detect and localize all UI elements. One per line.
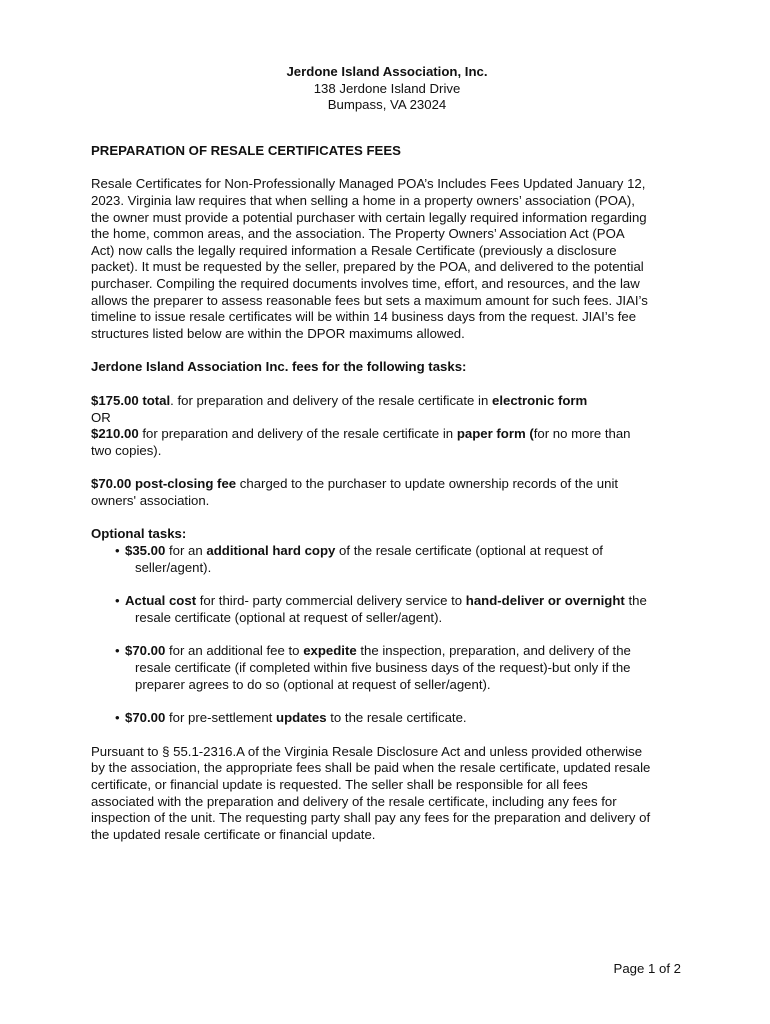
or-label: OR	[91, 409, 111, 425]
pursuant-line: the updated resale certificate or financial update.	[91, 826, 376, 842]
item-text: to the resale certificate.	[326, 710, 467, 726]
item-line: preparer agrees to do so (optional at request of seller/agent).	[135, 676, 491, 692]
fee-electronic-text: . for preparation and delivery of the resale certificate in	[170, 392, 492, 408]
page-number: Page 1 of 2	[613, 961, 681, 976]
item-amount: $35.00	[125, 543, 166, 559]
bullet-icon: •	[115, 543, 120, 559]
post-closing-fee	[91, 476, 683, 509]
document-title: PREPARATION OF RESALE CERTIFICATES FEES	[91, 142, 401, 158]
pursuant-line: Pursuant to § 55.1-2316.A of the Virginia Resale Disclosure Act and unless provided otherwise	[91, 743, 643, 759]
intro-line: allows the preparer to assess reasonable fees but sets a maximum amount for such fees. JIAI’s	[91, 292, 648, 308]
list-item	[91, 643, 683, 693]
item-amount: $70.00	[125, 643, 166, 659]
list-item	[91, 593, 683, 626]
intro-line: 2023. Virginia law requires that when selling a home in a property owners’ association (POA),	[91, 192, 635, 208]
base-fees	[91, 393, 683, 459]
item-text: for an	[165, 543, 207, 559]
optional-tasks-label: Optional tasks:	[91, 526, 187, 542]
document-page	[91, 64, 683, 860]
fee-paper-emphasis: paper form (	[456, 426, 534, 442]
fee-paper-line2: two copies).	[91, 442, 162, 458]
intro-line: the owner must provide a potential purchaser with certain legally required information regarding	[91, 209, 647, 225]
intro-line: Act) now calls the legally required information a Resale Certificate (previously a disclosure	[91, 242, 617, 258]
item-line: resale certificate (optional at request of seller/agent).	[135, 609, 443, 625]
address-line-1: 138 Jerdone Island Drive	[313, 80, 461, 96]
item-text: of the resale certificate (optional at request of	[335, 543, 603, 559]
item-amount: Actual cost	[125, 593, 197, 609]
item-line: seller/agent).	[135, 559, 212, 575]
item-text: for third- party commercial delivery service to	[196, 593, 466, 609]
fee-paper-amount: $210.00	[91, 426, 139, 442]
intro-line: Resale Certificates for Non-Professionally Managed POA’s Includes Fees Updated January 12,	[91, 176, 646, 192]
item-text: the inspection, preparation, and delivery of the	[356, 643, 631, 659]
intro-line: structures listed below are within the DPOR maximums allowed.	[91, 325, 465, 341]
post-closing-line2: owners' association.	[91, 492, 210, 508]
item-line: resale certificate (if completed within five business days of the request)-but only if the	[135, 660, 631, 676]
bullet-icon: •	[115, 643, 120, 659]
post-closing-text: charged to the purchaser to update ownership records of the unit	[236, 476, 619, 492]
item-amount: $70.00	[125, 710, 166, 726]
item-text: for an additional fee to	[165, 643, 304, 659]
post-closing-amount: $70.00 post-closing fee	[91, 476, 237, 492]
pursuant-paragraph	[91, 744, 683, 844]
pursuant-line: certificate, or financial update is requested. The seller shall be responsible for all fees	[91, 777, 588, 792]
item-emphasis: updates	[276, 710, 327, 726]
pursuant-line: inspection of the unit. The requesting party shall pay any fees for the preparation and delivery of	[91, 810, 651, 826]
pursuant-line: associated with the preparation and delivery of the resale certificate, including any fees for	[91, 793, 617, 809]
intro-line: purchaser. Compiling the required documents involves time, effort, and resources, and the law	[91, 275, 640, 291]
item-emphasis: expedite	[303, 643, 357, 659]
fee-paper-tail: for no more than	[533, 426, 631, 442]
address-line-2: Bumpass, VA 23024	[327, 97, 447, 113]
bullet-icon: •	[115, 710, 120, 726]
intro-line: timeline to issue resale certificates will be within 14 business days from the request. JIAI’s fee	[91, 309, 637, 325]
fees-heading: Jerdone Island Association Inc. fees for the following tasks:	[91, 359, 467, 375]
org-name: Jerdone Island Association, Inc.	[286, 64, 488, 79]
bullet-icon: •	[115, 593, 120, 609]
letterhead	[91, 64, 683, 114]
item-text: the	[624, 593, 647, 609]
fee-electronic-emphasis: electronic form	[491, 392, 588, 408]
intro-line: packet). It must be requested by the seller, prepared by the POA, and delivered to the potential	[91, 259, 644, 275]
pursuant-line: by the association, the appropriate fees shall be paid when the resale certificate, updated resale	[91, 760, 651, 776]
item-text: for pre-settlement	[165, 710, 277, 726]
item-emphasis: additional hard copy	[206, 543, 336, 559]
fee-electronic-amount: $175.00 total	[91, 392, 171, 408]
list-item	[91, 543, 683, 576]
fee-paper-text: for preparation and delivery of the resale certificate in	[138, 426, 457, 442]
intro-paragraph	[91, 176, 683, 342]
item-emphasis: hand-deliver or overnight	[465, 593, 625, 609]
intro-line: the home, common areas, and the association. The Property Owners’ Association Act (POA	[91, 226, 625, 242]
optional-tasks-list	[91, 543, 683, 727]
list-item	[91, 710, 683, 727]
